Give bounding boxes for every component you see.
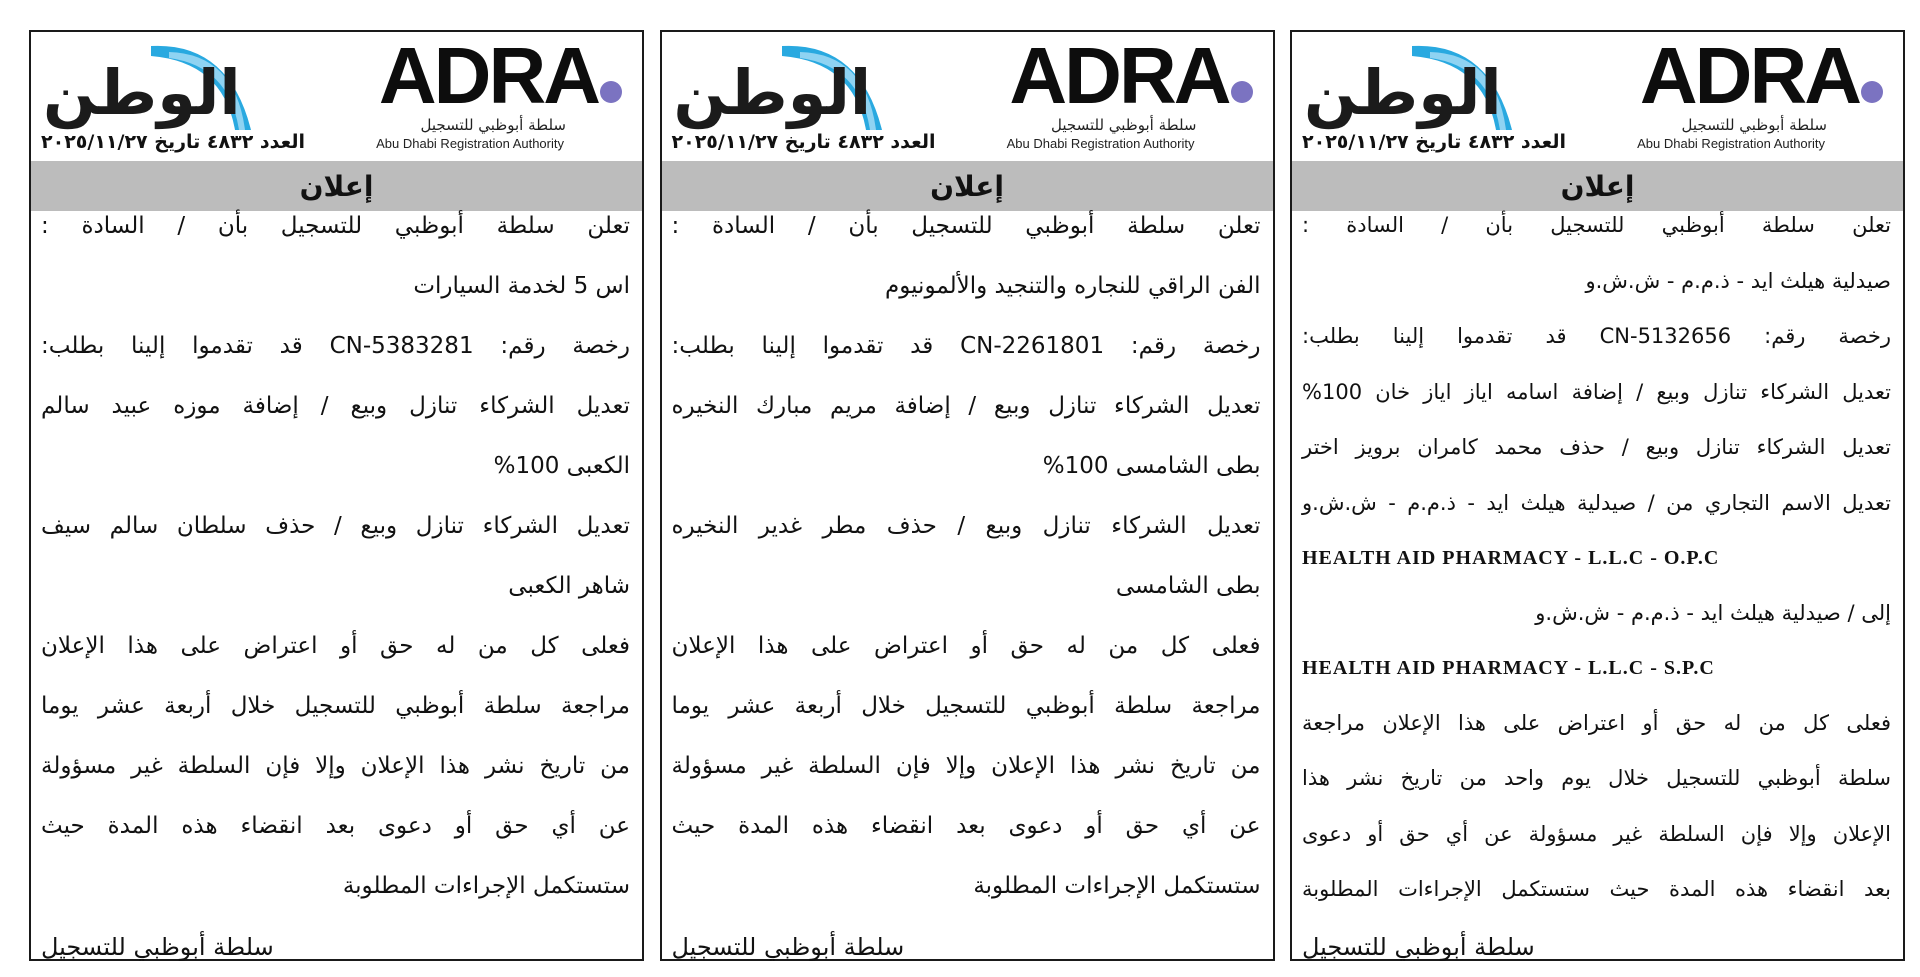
adra-wordmark: ADRA [1009,31,1229,120]
license-line: رخصة رقم: CN-5132656 قد تقدموا إلينا بطلب: [1302,324,1891,349]
notice-line: الإعلان وإلا فإن السلطة غير مسؤولة عن أي حق أو دعوى [1302,821,1891,846]
notice-body [31,211,642,959]
adra-name-english: Abu Dhabi Registration Authority [1637,136,1825,151]
notice-line: شاهر الكعبى [508,573,630,599]
notice-card [660,30,1275,961]
notice-line: تعلن سلطة أبوظبي للتسجيل بأن / السادة : [671,213,1261,239]
adra-logo [1583,31,1883,151]
masthead [662,32,1273,161]
notice-line: تعديل الشركاء تنازل وبيع / إضافة اسامه اياز اياز خان 100% [1302,379,1891,404]
company-name: الفن الراقي للنجاره والتنجيد والألمونيوم [884,273,1261,299]
notice-body [1292,211,1903,959]
notice-line: تعلن سلطة أبوظبي للتسجيل بأن / السادة : [1302,213,1891,237]
notice-body [662,211,1273,959]
notice-line: بطى الشامسى [1115,573,1261,599]
notice-line: عن أي حق أو دعوى بعد انقضاء هذه المدة حيث [41,813,630,839]
trade-name-english-new: HEALTH AID PHARMACY - L.L.C - S.P.C [1302,657,1715,680]
notice-line: فعلى كل من له حق أو اعتراض على هذا الإعلان [671,633,1261,659]
notice-line: مراجعة سلطة أبوظبي للتسجيل خلال أربعة عشر يوما [41,693,630,719]
notice-title: إعلان [1292,161,1903,211]
adra-dot-icon [1231,81,1253,103]
notice-title: إعلان [662,161,1273,211]
al-watan-logo-text: الوطن [673,56,872,129]
company-name: صيدلية هيلث ايد - ذ.م.م - ش.ش.و [1585,268,1891,293]
license-line: رخصة رقم: CN-2261801 قد تقدموا إلينا بطلب: [671,333,1261,359]
adra-logo [953,31,1253,151]
signature: سلطة أبوظبي للتسجيل [1302,932,1535,961]
notice-line: مراجعة سلطة أبوظبي للتسجيل خلال أربعة عشر يوما [671,693,1261,719]
signature: سلطة أبوظبي للتسجيل [671,933,905,961]
al-watan-logo-text: الوطن [1304,56,1502,129]
notice-line: تعديل الشركاء تنازل وبيع / إضافة موزه عبيد سالم [41,393,630,419]
notice-line: إلى / صيدلية هيلث ايد - ذ.م.م - ش.ش.و [1535,600,1891,625]
adra-dot-icon [600,81,622,103]
adra-wordmark: ADRA [1639,31,1859,120]
notice-card [29,30,644,961]
notice-line: تعديل الشركاء تنازل وبيع / إضافة مريم مبارك النخيره [671,393,1261,419]
adra-dot-icon [1861,81,1883,103]
notice-line: بعد انقضاء هذه المدة حيث ستستكمل الإجراءات المطلوبة [1302,877,1891,902]
notice-line: بطى الشامسى 100% [1042,453,1261,479]
license-line: رخصة رقم: CN-5383281 قد تقدموا إلينا بطلب: [41,333,630,359]
notice-card [1290,30,1905,961]
masthead [1292,32,1903,161]
masthead [31,32,642,161]
notice-line: تعديل الاسم التجاري من / صيدلية هيلث ايد - ذ.م.م - ش.ش.و [1302,490,1891,515]
adra-name-arabic: سلطة أبوظبي للتسجيل [420,116,566,134]
adra-name-arabic: سلطة أبوظبي للتسجيل [1681,116,1827,134]
notice-line: من تاريخ نشر هذا الإعلان وإلا فإن السلطة غير مسؤولة [671,753,1261,779]
notice-line: من تاريخ نشر هذا الإعلان وإلا فإن السلطة غير مسؤولة [41,753,630,779]
trade-name-english-old: HEALTH AID PHARMACY - L.L.C - O.P.C [1302,547,1720,570]
notice-line: تعديل الشركاء تنازل وبيع / حذف مطر غدير النخيره [671,513,1261,539]
company-name: اس 5 لخدمة السيارات [413,273,630,299]
al-watan-logo-text: الوطن [43,56,241,129]
adra-name-arabic: سلطة أبوظبي للتسجيل [1051,116,1197,134]
notice-line: الكعبى 100% [493,453,630,479]
signature: سلطة أبوظبي للتسجيل [41,933,274,961]
issue-date-line: العدد ٤٨٣٢ تاريخ ٢٠٢٥/١١/٢٧ [41,131,306,153]
adra-wordmark: ADRA [378,31,598,120]
notice-line: سلطة أبوظبي للتسجيل خلال يوم واحد من تاريخ نشر هذا [1302,766,1891,791]
notice-line: ستستكمل الإجراءات المطلوبة [973,873,1261,899]
adra-name-english: Abu Dhabi Registration Authority [1006,136,1195,151]
issue-date-line: العدد ٤٨٣٢ تاريخ ٢٠٢٥/١١/٢٧ [1302,131,1567,153]
adra-logo [322,31,622,151]
notice-title: إعلان [31,161,642,211]
notice-line: عن أي حق أو دعوى بعد انقضاء هذه المدة حيث [671,813,1261,839]
notice-line: تعلن سلطة أبوظبي للتسجيل بأن / السادة : [41,213,630,239]
notice-line: تعديل الشركاء تنازل وبيع / حذف محمد كامران برويز اختر [1302,435,1891,460]
notice-line: فعلى كل من له حق أو اعتراض على هذا الإعلان مراجعة [1302,710,1891,735]
notice-line: فعلى كل من له حق أو اعتراض على هذا الإعلان [41,633,630,659]
issue-date-line: العدد ٤٨٣٢ تاريخ ٢٠٢٥/١١/٢٧ [671,131,936,153]
notice-line: ستستكمل الإجراءات المطلوبة [342,873,630,899]
notice-line: تعديل الشركاء تنازل وبيع / حذف سلطان سالم سيف [41,513,630,539]
adra-name-english: Abu Dhabi Registration Authority [376,136,564,151]
